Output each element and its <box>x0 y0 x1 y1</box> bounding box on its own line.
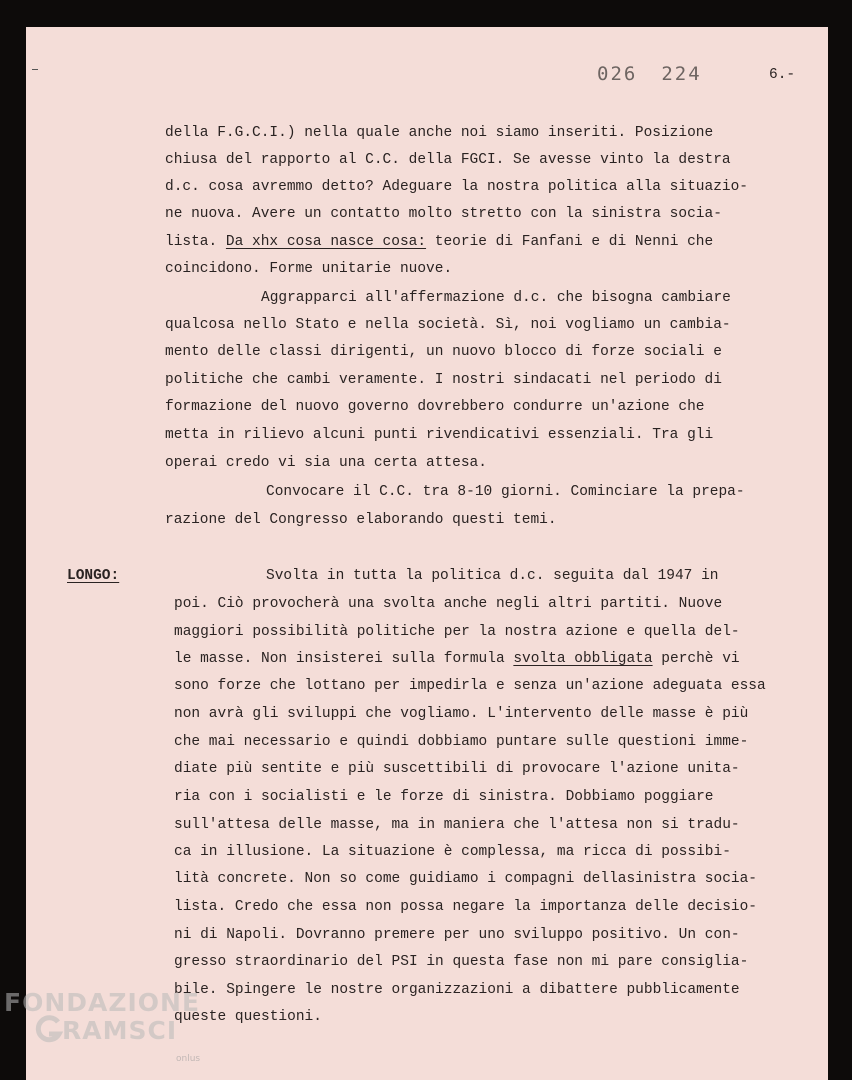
speaker-label: LONGO: <box>67 568 120 584</box>
text-line: diate più sentite e più suscettibili di provocare l'azione unita- <box>174 761 740 777</box>
text-line: chiusa del rapporto al C.C. della FGCI. Se avesse vinto la destra <box>165 152 731 168</box>
text-line: politiche che cambi veramente. I nostri sindacati nel periodo di <box>165 372 722 388</box>
text-line: della F.G.C.I.) nella quale anche noi siamo inseriti. Posizione <box>165 125 714 141</box>
text-line: coincidono. Forme unitarie nuove. <box>165 261 453 277</box>
text-line: ne nuova. Avere un contatto molto stretto con la sinistra socia- <box>165 206 722 222</box>
text-line: mento delle classi dirigenti, un nuovo blocco di forze sociali e <box>165 344 722 360</box>
text-line: lista. Credo che essa non possa negare la importanza delle decisio- <box>174 899 757 915</box>
text-line: bile. Spingere le nostre organizzazioni a dibattere pubblicamente <box>174 982 740 998</box>
text-line: razione del Congresso elaborando questi temi. <box>165 512 557 528</box>
text-line: non avrà gli sviluppi che vogliamo. L'intervento delle masse è più <box>174 706 749 722</box>
text-line: che mai necessario e quindi dobbiamo puntare sulle questioni imme- <box>174 734 749 750</box>
underlined-phrase: svolta obbligata <box>513 651 653 667</box>
text-line: Convocare il C.C. tra 8-10 giorni. Cominciare la prepa- <box>266 484 745 500</box>
gramsci-g-logo-icon <box>34 1014 64 1044</box>
text-line: Aggrapparci all'affermazione d.c. che bisogna cambiare <box>261 290 731 306</box>
text-line: sull'attesa delle masse, ma in maniera che l'attesa non si tradu- <box>174 817 740 833</box>
text-line: queste questioni. <box>174 1009 322 1025</box>
text-line: maggiori possibilità politiche per la nostra azione e quella del- <box>174 624 740 640</box>
text-line-with-underline <box>165 233 713 251</box>
watermark-line2: RAMSCI <box>62 1016 178 1045</box>
text-line: formazione del nuovo governo dovrebbero condurre un'azione che <box>165 399 705 415</box>
text-line: qualcosa nello Stato e nella società. Sì, noi vogliamo un cambia- <box>165 317 731 333</box>
text-line: Svolta in tutta la politica d.c. seguita dal 1947 in <box>266 568 719 584</box>
fondazione-gramsci-watermark <box>4 988 224 1080</box>
text-segment: perchè vi <box>652 651 740 667</box>
text-line: sono forze che lottano per impedirla e senza un'azione adeguata essa <box>174 678 766 694</box>
watermark-suffix: onlus <box>176 1054 201 1064</box>
watermark-line1: FONDAZIONE <box>4 988 201 1017</box>
margin-mark <box>32 69 38 70</box>
text-line: operai credo vi sia una certa attesa. <box>165 455 487 471</box>
archive-number <box>597 63 702 85</box>
text-segment: teorie di Fanfani e di Nenni che <box>426 234 714 250</box>
archive-number-a: 026 <box>597 63 638 85</box>
text-line-with-underline <box>174 650 740 668</box>
text-line: ni di Napoli. Dovranno premere per uno sviluppo positivo. Un con- <box>174 927 740 943</box>
archive-number-b: 224 <box>661 63 702 85</box>
text-line: gresso straordinario del PSI in questa fase non mi pare consiglia- <box>174 954 749 970</box>
text-line: d.c. cosa avremmo detto? Adeguare la nostra politica alla situazio- <box>165 179 748 195</box>
text-line: ca in illusione. La situazione è complessa, ma ricca di possibi- <box>174 844 731 860</box>
underlined-phrase: Da xhx cosa nasce cosa: <box>225 234 427 250</box>
text-segment: le masse. Non insisterei sulla formula <box>174 651 514 667</box>
text-line: ria con i socialisti e le forze di sinistra. Dobbiamo poggiare <box>174 789 714 805</box>
text-line: poi. Ciò provocherà una svolta anche negli altri partiti. Nuove <box>174 596 723 612</box>
page-number: 6.- <box>769 67 796 83</box>
text-segment: lista. <box>165 234 226 250</box>
text-line: lità concrete. Non so come guidiamo i compagni dellasinistra socia- <box>174 871 757 887</box>
text-line: metta in rilievo alcuni punti rivendicativi essenziali. Tra gli <box>165 427 714 443</box>
document-page <box>26 27 828 1080</box>
